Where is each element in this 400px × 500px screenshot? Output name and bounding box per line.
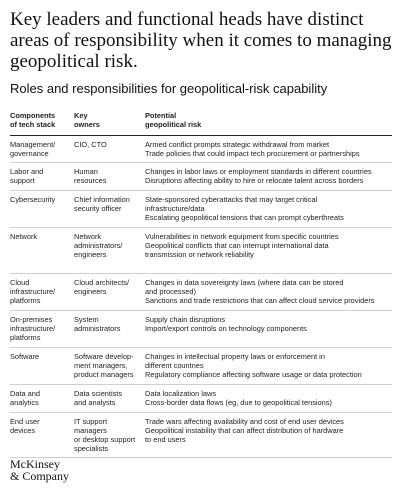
owner-cell: CIO, CTO [74, 140, 107, 149]
component-cell: Cloud infrastructure/ platforms [10, 278, 56, 305]
risk-cell: Data localization laws Cross-border data flows (eg, due to geopolitical tensions) [145, 389, 332, 407]
owner-cell: Network administrators/ engineers [74, 232, 123, 259]
risk-cell: Supply chain disruptions Import/export controls on technology components [145, 315, 307, 333]
owner-cell: System administrators [74, 315, 121, 333]
component-cell: Cybersecurity [10, 195, 56, 204]
owner-cell: IT support managers or desktop support specialists [74, 417, 136, 453]
risk-cell: Changes in data sovereignty laws (where data can be stored and processed) Sanctions and trade restrictions that can affect cloud service providers [145, 278, 375, 305]
risk-cell: Vulnerabilities in network equipment from specific countries Geopolitical conflicts that can interrupt international data transmission or network reliability [145, 232, 339, 259]
table-row [10, 385, 392, 413]
mckinsey-logo: McKinsey & Company [10, 457, 69, 483]
table-row [10, 136, 392, 163]
risk-cell: Armed conflict prompts strategic withdrawal from market Trade policies that could impact tech procurement or partnerships [145, 140, 360, 158]
header-owners: Key owners [74, 111, 100, 129]
risk-cell: State-sponsored cyberattacks that may target critical infrastructure/data Escalating geopolitical tensions that can prompt cyberthreats [145, 195, 344, 222]
table-header [10, 111, 392, 136]
headline: Key leaders and functional heads have distinct areas of responsibility when it comes to managing geopolitical risk. [10, 9, 392, 72]
table-row [10, 163, 392, 191]
component-cell: Labor and support [10, 167, 44, 185]
table-row [10, 274, 392, 311]
header-risk: Potential geopolitical risk [145, 111, 202, 129]
header-components: Components of tech stack [10, 111, 56, 129]
component-cell: End user devices [10, 417, 40, 435]
subtitle: Roles and responsibilities for geopolitical-risk capability [10, 81, 328, 96]
owner-cell: Data scientists and analysts [74, 389, 123, 407]
roles-table [10, 111, 392, 458]
owner-cell: Cloud architects/ engineers [74, 278, 130, 296]
component-cell: Data and analytics [10, 389, 40, 407]
risk-cell: Changes in intellectual property laws or enforcement in different countries Regulatory compliance affecting software usage or data protection [145, 352, 362, 379]
component-cell: On-premises infrastructure/ platforms [10, 315, 56, 342]
component-cell: Software [10, 352, 40, 361]
table-row [10, 311, 392, 348]
component-cell: Network [10, 232, 38, 241]
table-row [10, 191, 392, 228]
owner-cell: Software develop- ment managers, product managers [74, 352, 134, 379]
table-row [10, 228, 392, 274]
owner-cell: Chief information security officer [74, 195, 130, 213]
component-cell: Management/ governance [10, 140, 56, 158]
table-row [10, 413, 392, 458]
risk-cell: Trade wars affecting availability and cost of end user devices Geopolitical instability that can affect distribution of hardware to end users [145, 417, 344, 444]
owner-cell: Human resources [74, 167, 107, 185]
table-row [10, 348, 392, 385]
risk-cell: Changes in labor laws or employment standards in different countries Disruptions affecting ability to hire or relocate talent across borders [145, 167, 372, 185]
